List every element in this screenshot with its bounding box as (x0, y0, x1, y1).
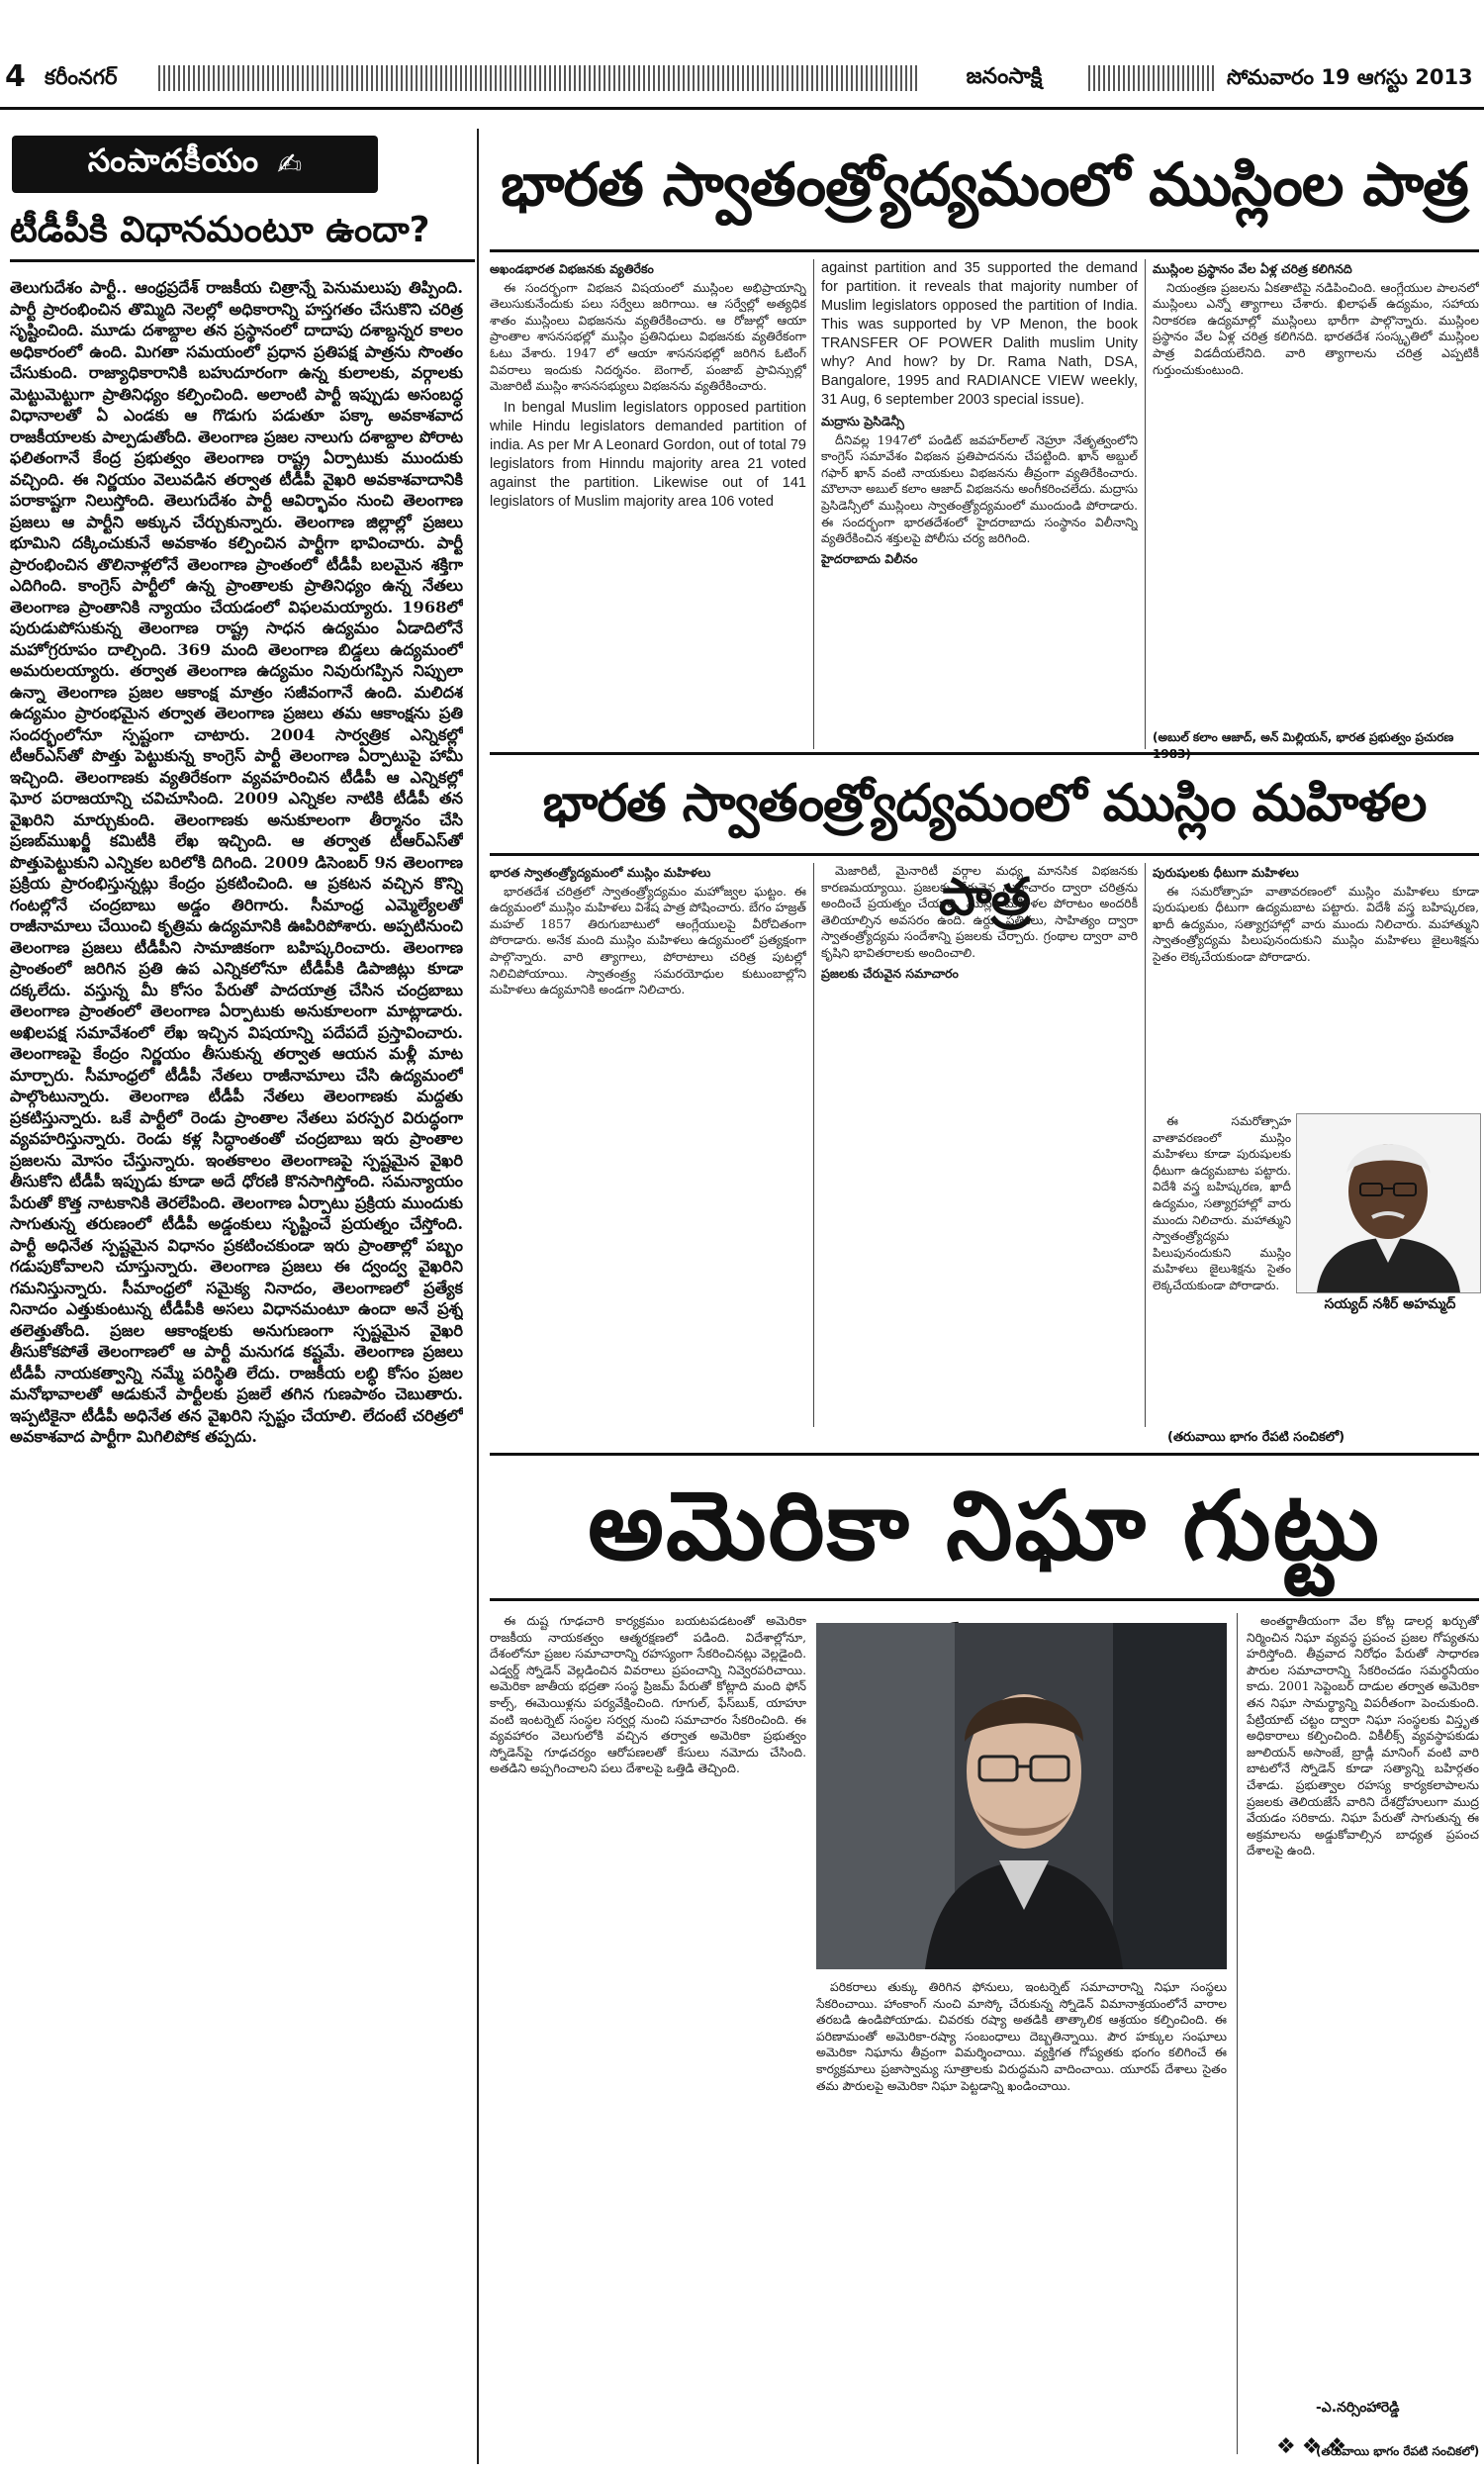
photo-illustration (816, 1623, 1227, 1969)
article3-paragraph: ఈ దుష్ట గూఢచారి కార్యక్రమం బయటపడటంతో అమెరికా రాజకీయ నాయకత్వం ఆత్మరక్షణలో పడింది. విదేశాల్లోనూ, దేశంలోనూ ప్రజల సమాచారాన్ని రహస్యంగా సేకరించినట్లు వెల్లడైంది. ఎడ్వర్డ్ స్నోడెన్ వెల్లడించిన వివరాలు ప్రపంచాన్ని నివ్వెరపరిచాయి. అమెరికా జాతీయ భద్రతా సంస్థ ప్రిజమ్ పేరుతో కోట్లాది మంది ఫోన్ కాల్స్, ఈమెయిళ్లను పర్యవేక్షించింది. గూగుల్, ఫేస్‌బుక్, యాహూ వంటి ఇంటర్నెట్ సంస్థల సర్వర్ల నుంచి సమాచారం సేకరించింది. ఈ వ్యవహారం వెలుగులోకి వచ్చిన తర్వాత అమెరికా ప్రభుత్వం స్నోడెన్‌పై గూఢచర్యం ఆరోపణలతో కేసులు నమోదు చేసింది. అతడిని అప్పగించాలని పలు దేశాలపై ఒత్తిడి తెచ్చింది. (490, 1614, 806, 1776)
issue-date: సోమవారం 19 ఆగస్టు 2013 (1227, 65, 1473, 89)
article2-paragraph: భారతదేశ చరిత్రలో స్వాతంత్ర్యోద్యమం మహోజ్వల ఘట్టం. ఈ ఉద్యమంలో ముస్లిం మహిళలు విశేష పాత్ర పోషించారు. బేగం హజ్రత్ మహల్ 1857 తిరుగుబాటులో ఆంగ్లేయులపై వీరోచితంగా పోరాడారు. అనేక మంది ముస్లిం మహిళలు ఉద్యమంలో ప్రత్యక్షంగా పాల్గొన్నారు. వారి త్యాగాలు, పోరాటాలు చరిత్ర పుటల్లో నిలిచిపోయాయి. స్వాతంత్ర్య సమరయోధుల కుటుంబాల్లోని మహిళలు ఉద్యమానికి అండగా నిలిచారు. (490, 884, 806, 998)
article2-credit: (తరువాయి భాగం రేపటి సంచికలో) (1167, 1430, 1345, 1445)
article3-credit: (తరువాయి భాగం రేపటి సంచికలో) (1316, 2444, 1480, 2458)
column-rule (813, 863, 814, 1427)
author-portrait (1296, 1113, 1481, 1293)
article1-credit: (అబుల్ కలాం ఆజాద్, అన్ మిల్లియన్, భారత ప్రభుత్వం ప్రచురణ (1153, 730, 1454, 744)
editorial-paragraph: తెలుగుదేశం పార్టీ.. ఆంధ్రప్రదేశ్‌ రాజకీయ చిత్రాన్నే పెనుమలుపు తిప్పింది. పార్టీ ప్రారంభించిన తొమ్మిది నెలల్లో అధికారాన్ని హస్తగతం చేసుకొని చరిత్ర సృష్టించింది. మూడు దశాబ్దాల తన ప్రస్థానంలో దాదాపు దశాబ్దన్నర కాలం అధికారంలో ఉంది. మిగతా సమయంలో ప్రధాన ప్రతిపక్ష పాత్రను సొంతం చేసుకుంది. రాజ్యాధికారానికి బహుదూరంగా ఉన్న కులాలకు, వర్గాలకు మెట్టుమెట్టుగా ప్రాతినిధ్యం కల్పించింది. అలాంటి పార్టీ ఇప్పుడు అసంబద్ధ విధానాలతో ఏ ఎండకు ఆ గొడుగు పడుతూ పక్కా అవకాశవాద రాజకీయాలకు పాల్పడుతోంది. తెలంగాణ ప్రజల నాలుగు దశాబ్దాల పోరాట ఫలితంగానే కేంద్ర ప్రభుత్వం తెలంగాణ రాష్ట్ర ఏర్పాటుకు ముందుకు వచ్చింది. ఈ నిర్ణయం వెలువడిన తర్వాత టీడీపీ వైఖరి అవకాశవాదానికి పరాకాష్టగా నిలుస్తోంది. తెలుగుదేశం పార్టీ ఆవిర్భావం నుంచి తెలంగాణ ప్రజలు ఆ పార్టీని అక్కున చేర్చుకున్నారు. తెలంగాణ జిల్లాల్లో ప్రజలు భూమిని దక్కించుకునే అవకాశం కల్పించిన పార్టీగా భావించారు. పార్టీ ప్రారంభించిన తొలినాళ్లలోనే తెలంగాణ ప్రాంతంలో టీడీపీ బలమైన శక్తిగా ఎదిగింది. కాంగ్రెస్‌ పార్టీలో ఉన్న ప్రాంతాలకు ప్రాతినిధ్యం ఉన్న నేతలు తెలంగాణ ప్రాంతానికి న్యాయం చేయడంలో విఫలమయ్యారు. 1968లో పురుడుపోసుకున్న తెలంగాణ రాష్ట్ర సాధన ఉద్యమం ఏడాదిలోనే మహోగ్రరూపం దాల్చింది. 369 మంది తెలంగాణ బిడ్డలు ఉద్యమంలో అమరులయ్యారు. తర్వాత తెలంగాణ ఉద్యమం నివురుగప్పిన నిప్పులా ఉన్నా తెలంగాణ ప్రజల ఆకాంక్ష మాత్రం సజీవంగానే ఉంది. మలిదశ ఉద్యమం ప్రారంభమైన తర్వాత తెలంగాణ ప్రజలు తమ ఆకాంక్షను ప్రతి సందర్భంలోనూ స్పష్టంగా చాటారు. 2004 సార్వత్రిక ఎన్నికల్లో టీఆర్‌ఎస్‌తో పొత్తు పెట్టుకున్న కాంగ్రెస్‌ పార్టీ తెలంగాణ ఏర్పాటుపై హామీ ఇచ్చింది. తెలంగాణకు వ్యతిరేకంగా వ్యవహరించిన టీడీపీ ఆ ఎన్నికల్లో ఘోర పరాజయాన్ని చవిచూసింది. 2009 ఎన్నికల నాటికి టీడీపీ తన వైఖరిని మార్చుకుంది. తెలంగాణకు అనుకూలంగా తీర్మానం చేసి ప్రణబ్‌ముఖర్జీ కమిటీకి లేఖ ఇచ్చింది. ఆ తర్వాత టీఆర్‌ఎస్‌తో పొత్తుపెట్టుకుని ఎన్నికల బరిలోకి దిగింది. 2009 డిసెంబర్‌ 9న తెలంగాణ ప్రక్రియ ప్రారంభిస్తున్నట్లు కేంద్రం ప్రకటించింది. ఆ ప్రకటన వచ్చిన కొన్ని గంటల్లోనే చంద్రబాబు అడ్డం తిరిగారు. సీమాంధ్ర ఎమ్మెల్యేలతో రాజీనామాలు చేయించి కృత్రిమ ఉద్యమానికి ఊపిరిపోశారు. అప్పటినుంచి తెలంగాణ ప్రజలు టీడీపీని సామాజికంగా బహిష్కరించారు. తెలంగాణ ప్రాంతంలో జరిగిన ప్రతి ఉప ఎన్నికలోనూ టీడీపీకి డిపాజిట్లు కూడా దక్కలేదు. వస్తున్న మీ కోసం పేరుతో పాదయాత్ర చేసిన చంద్రబాబు తెలంగాణ ప్రాంతంలో తెలంగాణ ఏర్పాటుకు అనుకూలంగా మాట్లాడారు. అఖిలపక్ష సమావేశంలో లేఖ ఇచ్చిన విషయాన్ని పదేపదే ప్రస్తావించారు. తెలంగాణపై కేంద్రం నిర్ణయం తీసుకున్న తర్వాత ఆయన మళ్లీ మాట మార్చారు. సీమాంధ్రలో టీడీపీ నేతలు రాజీనామాలు చేసి ఉద్యమంలో పాల్గొంటున్నారు. తెలంగాణ టీడీపీ నేతలు తెలంగాణకు మద్దతు ప్రకటిస్తున్నారు. ఒకే పార్టీలో రెండు ప్రాంతాల నేతలు పరస్పర విరుద్ధంగా వ్యవహరిస్తున్నారు. రెండు కళ్ల సిద్ధాంతంతో చంద్రబాబు ఇరు ప్రాంతాల ప్రజలను మోసం చేస్తున్నారు. ఇంతకాలం తెలంగాణపై స్పష్టమైన వైఖరి తీసుకోని టీడీపీ ఇప్పుడు కూడా అదే ధోరణి కొనసాగిస్తోంది. సమన్యాయం పేరుతో కొత్త నాటకానికి తెరలేపింది. తెలంగాణ ఏర్పాటు ప్రక్రియ ముందుకు సాగుతున్న తరుణంలో టీడీపీ అడ్డంకులు సృష్టించే ప్రయత్నం చేస్తోంది. పార్టీ అధినేత స్పష్టమైన విధానం ప్రకటించకుండా ఇరు ప్రాంతాల్లో పబ్బం గడుపుకోవాలని చూస్తున్నారు. తెలంగాణ ప్రజలు ఈ ద్వంద్వ వైఖరిని గమనిస్తున్నారు. సీమాంధ్రలో సమైక్య నినాదం, తెలంగాణలో ప్రత్యేక నినాదం ఎత్తుకుంటున్న టీడీపీకి అసలు విధానమంటూ ఉందా అనే ప్రశ్న తలెత్తుతోంది. ప్రజల ఆకాంక్షలకు అనుగుణంగా స్పష్టమైన వైఖరి తీసుకోకపోతే తెలంగాణలో ఆ పార్టీ మనుగడ కష్టమే. తెలంగాణ ప్రజలు టీడీపీ నాయకత్వాన్ని నమ్మే పరిస్థితి లేదు. రాజకీయ లబ్ధి కోసం ప్రజల మనోభావాలతో ఆడుకునే పార్టీలకు ప్రజలే తగిన గుణపాఠం చెబుతారు. ఇప్పటికైనా టీడీపీ అధినేత తన వైఖరిని స్పష్టం చేయాలి. లేదంటే చరిత్రలో అవకాశవాద పార్టీగా మిగిలిపోక తప్పదు. (10, 278, 463, 1446)
header-pattern-right (1088, 65, 1217, 91)
header-rule (0, 107, 1484, 110)
article2-column-2 (821, 863, 1138, 1427)
article1-subhead: మద్రాసు ప్రెసిడెన్సీ (821, 414, 904, 428)
page-header (0, 0, 1484, 129)
article1-column-3 (1153, 259, 1479, 724)
masthead-text: జనంసాక్షి (966, 64, 1043, 89)
editorial-title: టీడీపీకి విధానమంటూ ఉందా? (10, 208, 475, 262)
edition-name: కరీంనగర్ (45, 65, 118, 89)
article-end-mark: ❖❖❖ (1276, 2434, 1353, 2459)
article2-paragraph: ఈ సమరోత్సాహ వాతావరణంలో ముస్లిం మహిళలు కూడా పురుషులకు ధీటుగా ఉద్యమబాట పట్టారు. విదేశీ వస్త్ర బహిష్కరణ, ఖాదీ ఉద్యమం, సత్యాగ్రహాల్లో వారు ముందు నిలిచారు. మహాత్ముని స్వాతంత్ర్యోద్యమ పిలుపునందుకుని ముస్లిం మహిళలు జైలుశిక్షను సైతం లెక్కచేయకుండా పోరాడారు. (1153, 884, 1479, 964)
headline-rule (490, 853, 1479, 856)
portrait-caption: సయ్యద్ నశీర్ అహమ్మద్ (1324, 1296, 1456, 1312)
pen-icon: ✍ (277, 146, 303, 182)
article2-paragraph: మెజారిటీ, మైనారిటీ వర్గాల మధ్య మానసిక విభజనకు కారణమయ్యాయి. ప్రజలకు చేరువైన సమాచారం ద్వారా చరిత్రను అందించే ప్రయత్నం చేయాలి. ముస్లిం మహిళల పోరాటం అందరికీ తెలియాల్సిన అవసరం ఉంది. ఉర్దూ పత్రికలు, సాహిత్యం ద్వారా స్వాతంత్ర్యోద్యమ సందేశాన్ని ప్రజలకు చేర్చారు. గ్రంథాల ద్వారా వారి కృషిని భావితరాలకు అందించాలి. (821, 864, 1138, 960)
column-rule (1237, 1613, 1238, 2454)
editorial-badge (12, 136, 378, 193)
article2-subhead: పురుషులకు ధీటుగా మహిళలు (1153, 865, 1299, 880)
article3-paragraph: పరికరాలు తుక్కు తిరిగిన ఫోనులు, ఇంటర్నెట్ సమాచారాన్ని నిఘా సంస్థలు సేకరించాయి. హాంకాంగ్ నుంచి మాస్కో చేరుకున్న స్నోడెన్ విమానాశ్రయంలోనే వారాల తరబడి ఉండిపోయాడు. చివరకు రష్యా అతడికి తాత్కాలిక ఆశ్రయం కల్పించింది. ఈ పరిణామంతో అమెరికా-రష్యా సంబంధాలు దెబ్బతిన్నాయి. పౌర హక్కుల సంఘాలు అమెరికా నిఘాను తీవ్రంగా విమర్శించాయి. వ్యక్తిగత గోప్యతకు భంగం కలిగించే ఈ కార్యక్రమాలు ప్రజాస్వామ్య సూత్రాలకు విరుద్ధమని వాదించాయి. యూరప్ దేశాలు సైతం తమ పౌరులపై అమెరికా నిఘా పెట్టడాన్ని ఖండించాయి. (816, 1980, 1227, 2093)
article3-column-1 (490, 1613, 806, 2454)
article1-paragraph: దీనివల్ల 1947లో పండిట్ జవహర్‌లాల్ నెహ్రూ నేతృత్వంలోని కాంగ్రెస్ సమావేశం విభజన ప్రతిపాదనను చేపట్టింది. ఖాన్ అబ్దుల్ గఫార్ ఖాన్ వంటి నాయకులు విభజనను తీవ్రంగా వ్యతిరేకించారు. మౌలానా అబుల్ కలాం ఆజాద్ విభజనను అంగీకరించలేదు. మద్రాసు ప్రెసిడెన్సీలో ముస్లింలు స్వాతంత్ర్యోద్యమంలో ముందుండి పోరాడారు. ఈ సందర్భంగా భారతదేశంలో హైదరాబాదు సంస్థానం విలీనాన్ని వ్యతిరేకించిన శక్తులపై పోలీసు చర్య జరిగింది. (821, 432, 1138, 546)
article2-subhead: ప్రజలకు చేరువైన సమాచారం (821, 965, 959, 981)
article1-column-1 (490, 259, 806, 749)
portrait-illustration (1297, 1114, 1480, 1292)
article3-paragraph: అంతర్జాతీయంగా వేల కోట్ల డాలర్ల ఖర్చుతో నిర్మించిన నిఘా వ్యవస్థ ప్రపంచ ప్రజల గోప్యతను హరిస్తోంది. తీవ్రవాద నిరోధం పేరుతో సాధారణ పౌరుల సమాచారాన్ని సేకరించడం సమర్థనీయం కాదు. 2001 సెప్టెంబర్ దాడుల తర్వాత అమెరికా తన నిఘా సామర్థ్యాన్ని విపరీతంగా పెంచుకుంది. పేట్రియాట్ చట్టం ద్వారా నిఘా సంస్థలకు విస్తృత అధికారాలు కల్పించింది. వికీలీక్స్ వ్యవస్థాపకుడు జూలియన్ అసాంజే, బ్రాడ్లీ మానింగ్ వంటి వారి బాటలోనే స్నోడెన్ కూడా సత్యాన్ని బహిర్గతం చేశాడు. ప్రభుత్వాల రహస్య కార్యకలాపాలను ప్రజలకు తెలియజేసే వారిని దేశద్రోహులుగా ముద్ర వేయడం సరికాదు. నిఘా పేరుతో సాగుతున్న ఈ అక్రమాలను అడ్డుకోవాల్సిన బాధ్యత ప్రపంచ దేశాలపై ఉంది. (1247, 1614, 1479, 1858)
article3-headline: అమెరికా నిఘా గుట్టు (588, 1471, 1381, 1581)
article1-paragraph: నియంత్రణ ప్రజలను ఏకతాటిపై నడిపించింది. ఆంగ్లేయుల పాలనలో ముస్లింలు ఎన్నో త్యాగాలు చేశారు. ఖిలాఫత్ ఉద్యమం, సహాయ నిరాకరణ ఉద్యమాల్లో ముస్లింలు భారీగా పాల్గొన్నారు. ముస్లింల ప్రస్థానం వేల ఏళ్ల చరిత్ర కలిగినది. భారతదేశ సంస్కృతిలో ముస్లింల పాత్ర విడదీయలేనిది. వారి త్యాగాలను చరిత్ర ఎప్పటికీ గుర్తుంచుకుంటుంది. (1153, 280, 1479, 377)
editorial-column (0, 124, 475, 2474)
editorial-body (10, 277, 463, 2444)
page-number: 4 (5, 59, 26, 94)
section-rule (490, 752, 1479, 755)
article1-paragraph-english: In bengal Muslim legislators opposed partition while Hindu legislators demanded partition of india. As per Mr A Leonard Gordon, out of total 79 legislators from Hinndu majority area 21 voted against the partition. Likewise out of 141 legislators of Muslim majority area 106 voted (490, 399, 806, 510)
article1-paragraph: ఈ సందర్భంగా విభజన విషయంలో ముస్లింల అభిప్రాయాన్ని తెలుసుకునేందుకు పలు సర్వేలు జరిగాయి. ఆ సర్వేల్లో అత్యధిక శాతం ముస్లింలు విభజనను వ్యతిరేకించారు. ఆ రోజుల్లో ఆయా ప్రాంతాల శాసనసభల్లో ముస్లిం ప్రతినిధులు విభజనకు వ్యతిరేకంగా ఓటు వేశారు. 1947 లో ఆయా శాసనసభల్లో జరిగిన ఓటింగ్ వివరాలు ఇందుకు నిదర్శనం. బెంగాల్, పంజాబ్ ప్రావిన్సుల్లో మెజారిటీ ముస్లిం శాసనసభ్యులు విభజనను వ్యతిరేకించారు. (490, 280, 806, 394)
article1-subhead: అఖండభారత విభజనకు వ్యతిరేకం (490, 261, 654, 276)
article2-column-3b (1153, 1113, 1291, 1400)
headline-rule (490, 1598, 1479, 1601)
article3-column-2 (816, 1979, 1227, 2454)
header-pattern-left (158, 65, 920, 91)
article1-headline: భారత స్వాతంత్ర్యోద్యమంలో ముస్లింల పాత్ర (501, 150, 1468, 220)
article2-paragraph: ఈ సమరోత్సాహ వాతావరణంలో ముస్లిం మహిళలు కూడా పురుషులకు ధీటుగా ఉద్యమబాట పట్టారు. విదేశీ వస్త్ర బహిష్కరణ, ఖాదీ ఉద్యమం, సత్యాగ్రహాల్లో వారు ముందు నిలిచారు. మహాత్ముని స్వాతంత్ర్యోద్యమ పిలుపునందుకుని ముస్లిం మహిళలు జైలుశిక్షను సైతం లెక్కచేయకుండా పోరాడారు. (1153, 1114, 1291, 1292)
article1-subhead: హైదరాబాదు విలీనం (821, 550, 918, 566)
masthead-logo (930, 61, 1078, 93)
column-rule (1145, 863, 1146, 1427)
section-rule (490, 1453, 1479, 1456)
headline-rule (490, 249, 1479, 252)
article1-column-2 (821, 259, 1138, 749)
article3-byline: -ఎ.నర్సింహారెడ్డి (1316, 2400, 1400, 2416)
article3-column-3 (1247, 1613, 1479, 2395)
column-rule (1145, 259, 1146, 749)
article2-subhead: భారత స్వాతంత్ర్యోద్యమంలో ముస్లిం మహిళలు (490, 865, 711, 880)
article2-column-1 (490, 863, 806, 1427)
article1-paragraph-english: against partition and 35 supported the demand for partition. it reveals that majority number of Muslim legislators opposed the partition of India. This was supported by VP Menon, the book TRANSFER OF POWER Dalith muslim Unity why? And how? by Dr. Rama Nath, DSA, Bangalore, 1995 and RADIANCE VIEW weekly, 31 Aug, 6 september 2003 special issue). (821, 260, 1138, 408)
editorial-badge-label: సంపాదకీయం (87, 142, 260, 179)
news-photo (816, 1623, 1227, 1969)
article1-subhead: ముస్లింల ప్రస్థానం వేల ఏళ్ల చరిత్ర కలిగినది (1153, 261, 1352, 276)
column-rule (813, 259, 814, 749)
article2-headline: భారత స్వాతంత్ర్యోద్యమంలో ముస్లిం మహిళల పాత్ర (542, 774, 1427, 927)
column-divider (477, 129, 479, 2464)
article2-column-3 (1153, 863, 1479, 1110)
